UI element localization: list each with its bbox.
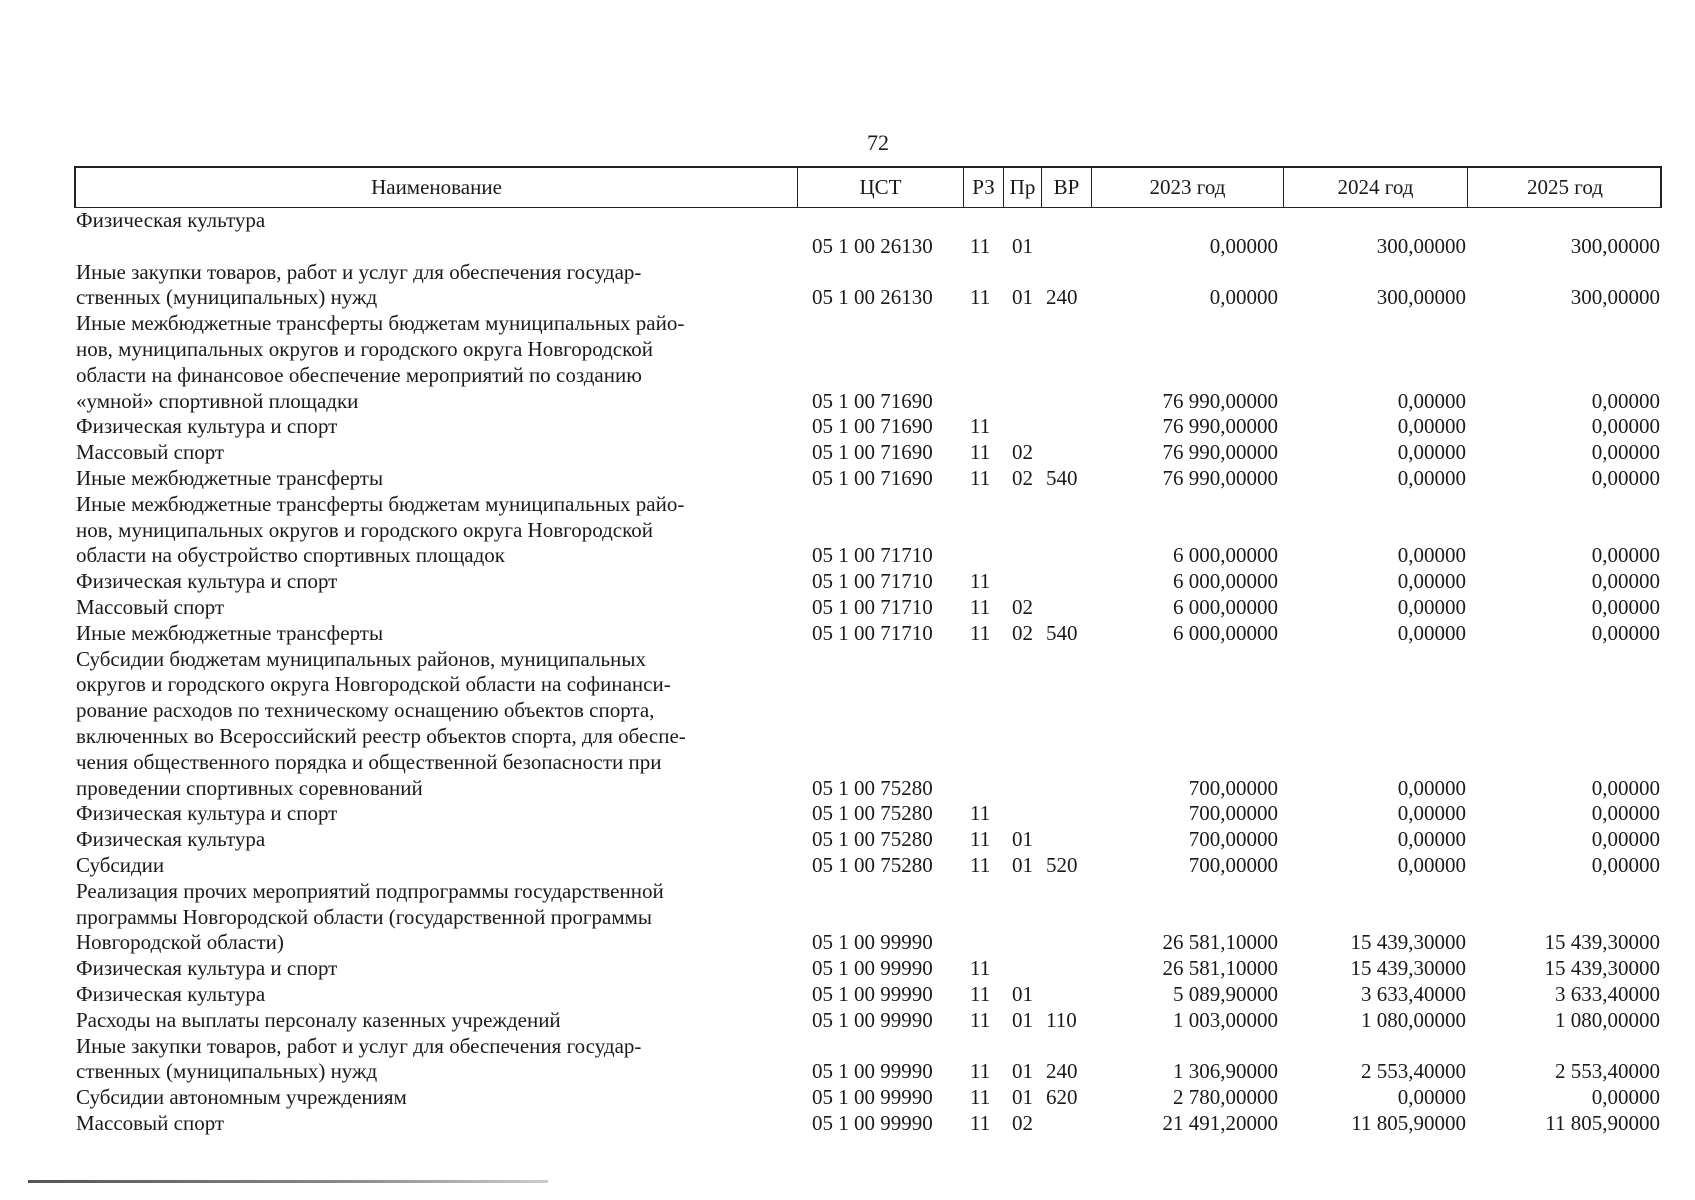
cell-name: Физическая культура и спорт [76, 801, 338, 826]
cell-2024: 0,00000 [1397, 414, 1466, 439]
cell-2025: 15 439,30000 [1544, 956, 1660, 981]
cell-2024: 3 633,40000 [1361, 981, 1466, 1006]
cell-2025: 300,00000 [1570, 285, 1660, 310]
table-row [74, 905, 1662, 931]
cell-2024: 0,00000 [1397, 620, 1466, 645]
cell-cst: 05 1 00 71690 [812, 440, 933, 465]
cell-cst: 05 1 00 75280 [812, 827, 933, 852]
cell-2023: 26 581,10000 [1162, 956, 1278, 981]
cell-name: Новгородской области) [76, 930, 284, 955]
table-row [74, 827, 1662, 853]
cell-cst: 05 1 00 71710 [812, 543, 933, 568]
cell-cst: 05 1 00 99990 [812, 930, 933, 955]
cell-vr: 240 [1046, 1059, 1078, 1084]
table-row [74, 285, 1662, 311]
cell-cst: 05 1 00 71710 [812, 620, 933, 645]
cell-vr: 520 [1046, 852, 1078, 877]
cell-pr: 02 [1012, 1110, 1033, 1135]
table-row [74, 543, 1662, 569]
cell-cst: 05 1 00 26130 [812, 233, 933, 258]
cell-2024: 11 805,90000 [1351, 1110, 1466, 1135]
cell-rz: 11 [970, 852, 991, 877]
cell-2025: 0,00000 [1591, 388, 1660, 413]
cell-name: округов и городского округа Новгородской области на софинанси- [76, 672, 671, 697]
cell-pr: 01 [1012, 1007, 1033, 1032]
cell-rz: 11 [970, 414, 991, 439]
cell-2023: 700,00000 [1188, 852, 1278, 877]
cell-name: включенных во Всероссийский реестр объектов спорта, для обеспе- [76, 723, 686, 748]
table-row [74, 930, 1662, 956]
cell-2025: 3 633,40000 [1555, 981, 1660, 1006]
cell-2025: 0,00000 [1591, 594, 1660, 619]
cell-2024: 0,00000 [1397, 852, 1466, 877]
scan-artifact-line [28, 1180, 548, 1183]
cell-name: Иные межбюджетные трансферты [76, 465, 384, 490]
cell-rz: 11 [970, 1110, 991, 1135]
cell-2023: 5 089,90000 [1173, 981, 1278, 1006]
cell-2023: 6 000,00000 [1173, 594, 1278, 619]
cell-2024: 0,00000 [1397, 388, 1466, 413]
cell-name: Массовый спорт [76, 440, 225, 465]
table-row [74, 1034, 1662, 1060]
cell-rz: 11 [970, 956, 991, 981]
table-row [74, 879, 1662, 905]
cell-name: области на обустройство спортивных площадок [76, 543, 505, 568]
header-cst: ЦСТ [798, 168, 964, 207]
cell-rz: 11 [970, 620, 991, 645]
cell-2024: 1 080,00000 [1361, 1007, 1466, 1032]
cell-2023: 21 491,20000 [1162, 1110, 1278, 1135]
table-row [74, 672, 1662, 698]
cell-name: Расходы на выплаты персоналу казенных учреждений [76, 1007, 561, 1032]
cell-pr: 02 [1012, 594, 1033, 619]
cell-name: ственных (муниципальных) нужд [76, 285, 378, 310]
cell-rz: 11 [970, 981, 991, 1006]
table-row [74, 363, 1662, 389]
table-row [74, 1085, 1662, 1111]
cell-2023: 700,00000 [1188, 775, 1278, 800]
cell-pr: 01 [1012, 233, 1033, 258]
cell-cst: 05 1 00 99990 [812, 1059, 933, 1084]
cell-name: Субсидии [76, 852, 165, 877]
cell-rz: 11 [970, 827, 991, 852]
cell-2024: 0,00000 [1397, 594, 1466, 619]
table-row [74, 260, 1662, 286]
cell-name: рование расходов по техническому оснащению объектов спорта, [76, 698, 655, 723]
cell-2024: 0,00000 [1397, 1085, 1466, 1110]
cell-pr: 01 [1012, 852, 1033, 877]
cell-vr: 620 [1046, 1085, 1078, 1110]
cell-rz: 11 [970, 1007, 991, 1032]
cell-2023: 6 000,00000 [1173, 620, 1278, 645]
cell-cst: 05 1 00 99990 [812, 1007, 933, 1032]
cell-cst: 05 1 00 99990 [812, 981, 933, 1006]
cell-2023: 76 990,00000 [1162, 440, 1278, 465]
cell-2025: 0,00000 [1591, 465, 1660, 490]
cell-name: нов, муниципальных округов и городского округа Новгородской [76, 517, 653, 542]
cell-name: Иные межбюджетные трансферты бюджетам муниципальных райо- [76, 311, 685, 336]
table-header [74, 166, 1662, 208]
cell-cst: 05 1 00 75280 [812, 801, 933, 826]
cell-2025: 0,00000 [1591, 852, 1660, 877]
cell-2025: 15 439,30000 [1544, 930, 1660, 955]
cell-name: Физическая культура [76, 981, 266, 1006]
cell-cst: 05 1 00 99990 [812, 1085, 933, 1110]
cell-name: Массовый спорт [76, 594, 225, 619]
cell-2023: 6 000,00000 [1173, 543, 1278, 568]
cell-cst: 05 1 00 75280 [812, 775, 933, 800]
table-row [74, 569, 1662, 595]
cell-vr: 540 [1046, 465, 1078, 490]
cell-2024: 0,00000 [1397, 543, 1466, 568]
cell-vr: 110 [1046, 1007, 1077, 1032]
table-row [74, 956, 1662, 982]
cell-name: Иные закупки товаров, работ и услуг для обеспечения государ- [76, 259, 642, 284]
cell-rz: 11 [970, 569, 991, 594]
cell-cst: 05 1 00 71710 [812, 569, 933, 594]
cell-2025: 0,00000 [1591, 801, 1660, 826]
header-vr: ВР [1042, 168, 1092, 207]
cell-pr: 02 [1012, 465, 1033, 490]
cell-name: нов, муниципальных округов и городского округа Новгородской [76, 336, 653, 361]
cell-2025: 0,00000 [1591, 414, 1660, 439]
cell-2023: 6 000,00000 [1173, 569, 1278, 594]
table-row [74, 698, 1662, 724]
cell-name: Физическая культура и спорт [76, 569, 338, 594]
cell-2024: 300,00000 [1376, 285, 1466, 310]
cell-2024: 0,00000 [1397, 775, 1466, 800]
cell-rz: 11 [970, 465, 991, 490]
cell-cst: 05 1 00 71690 [812, 465, 933, 490]
cell-rz: 11 [970, 233, 991, 258]
table-row [74, 801, 1662, 827]
cell-2025: 11 805,90000 [1545, 1110, 1660, 1135]
table-row [74, 1059, 1662, 1085]
cell-vr: 540 [1046, 620, 1078, 645]
cell-name: Иные межбюджетные трансферты [76, 620, 384, 645]
cell-name: области на финансовое обеспечение мероприятий по созданию [76, 362, 642, 387]
cell-name: Массовый спорт [76, 1110, 225, 1135]
cell-2025: 1 080,00000 [1555, 1007, 1660, 1032]
cell-name: Иные межбюджетные трансферты бюджетам муниципальных райо- [76, 491, 685, 516]
table-row [74, 1008, 1662, 1034]
cell-rz: 11 [970, 801, 991, 826]
cell-cst: 05 1 00 71690 [812, 388, 933, 413]
cell-2023: 76 990,00000 [1162, 388, 1278, 413]
header-rz: РЗ [964, 168, 1004, 207]
cell-rz: 11 [970, 1059, 991, 1084]
cell-name: Реализация прочих мероприятий подпрограммы государственной [76, 878, 664, 903]
cell-name: Иные закупки товаров, работ и услуг для обеспечения государ- [76, 1033, 642, 1058]
cell-2025: 0,00000 [1591, 543, 1660, 568]
table-row [74, 1111, 1662, 1137]
cell-2024: 2 553,40000 [1361, 1059, 1466, 1084]
cell-2025: 0,00000 [1591, 620, 1660, 645]
cell-name: Физическая культура [76, 208, 266, 232]
cell-name: Физическая культура и спорт [76, 414, 338, 439]
header-2025: 2025 год [1527, 175, 1603, 199]
cell-2025: 0,00000 [1591, 440, 1660, 465]
cell-name: Субсидии бюджетам муниципальных районов, муниципальных [76, 646, 646, 671]
cell-2024: 0,00000 [1397, 569, 1466, 594]
cell-rz: 11 [970, 440, 991, 465]
header-name: Наименование [76, 168, 798, 207]
cell-2024: 15 439,30000 [1350, 956, 1466, 981]
table-row [74, 389, 1662, 415]
cell-rz: 11 [970, 1085, 991, 1110]
table-row [74, 208, 1662, 234]
table-row [74, 337, 1662, 363]
cell-2024: 300,00000 [1376, 233, 1466, 258]
cell-name: Физическая культура и спорт [76, 956, 338, 981]
cell-cst: 05 1 00 99990 [812, 956, 933, 981]
table-row [74, 853, 1662, 879]
table-row [74, 311, 1662, 337]
cell-name: Субсидии автономным учреждениям [76, 1085, 407, 1110]
table-row [74, 621, 1662, 647]
cell-2025: 2 553,40000 [1555, 1059, 1660, 1084]
header-pr: Пр [1004, 168, 1042, 207]
cell-2023: 1 003,00000 [1173, 1007, 1278, 1032]
cell-pr: 01 [1012, 1059, 1033, 1084]
cell-pr: 01 [1012, 827, 1033, 852]
table-row [74, 234, 1662, 260]
cell-2023: 76 990,00000 [1162, 414, 1278, 439]
cell-rz: 11 [970, 285, 991, 310]
cell-cst: 05 1 00 71710 [812, 594, 933, 619]
cell-2024: 15 439,30000 [1350, 930, 1466, 955]
cell-2025: 0,00000 [1591, 1085, 1660, 1110]
cell-2024: 0,00000 [1397, 465, 1466, 490]
cell-2023: 700,00000 [1188, 801, 1278, 826]
cell-2023: 76 990,00000 [1162, 465, 1278, 490]
cell-name: ственных (муниципальных) нужд [76, 1059, 378, 1084]
cell-2023: 26 581,10000 [1162, 930, 1278, 955]
header-2023: 2023 год [1092, 168, 1284, 207]
cell-2023: 0,00000 [1209, 285, 1278, 310]
table-row [74, 750, 1662, 776]
table-row [74, 982, 1662, 1008]
cell-2025: 0,00000 [1591, 775, 1660, 800]
cell-name: «умной» спортивной площадки [76, 388, 359, 413]
cell-2023: 1 306,90000 [1173, 1059, 1278, 1084]
cell-name: проведении спортивных соревнований [76, 775, 423, 800]
page-number: 72 [867, 130, 889, 155]
cell-2025: 0,00000 [1591, 569, 1660, 594]
cell-2023: 2 780,00000 [1173, 1085, 1278, 1110]
cell-name: Физическая культура [76, 827, 266, 852]
cell-cst: 05 1 00 71690 [812, 414, 933, 439]
cell-cst: 05 1 00 99990 [812, 1110, 933, 1135]
cell-name: программы Новгородской области (государственной программы [76, 904, 653, 929]
cell-2024: 0,00000 [1397, 827, 1466, 852]
cell-pr: 01 [1012, 981, 1033, 1006]
cell-2025: 0,00000 [1591, 827, 1660, 852]
cell-2023: 0,00000 [1209, 233, 1278, 258]
cell-pr: 01 [1012, 1085, 1033, 1110]
table-row [74, 595, 1662, 621]
cell-2024: 0,00000 [1397, 801, 1466, 826]
table-row [74, 518, 1662, 544]
header-2024: 2024 год [1284, 168, 1468, 207]
cell-vr: 240 [1046, 285, 1078, 310]
cell-pr: 02 [1012, 620, 1033, 645]
table-body [74, 208, 1662, 1137]
cell-2023: 700,00000 [1188, 827, 1278, 852]
table-row [74, 466, 1662, 492]
table-row [74, 776, 1662, 802]
cell-2025: 300,00000 [1570, 233, 1660, 258]
table-row [74, 414, 1662, 440]
cell-cst: 05 1 00 75280 [812, 852, 933, 877]
table-row [74, 647, 1662, 673]
table-row [74, 440, 1662, 466]
cell-pr: 01 [1012, 285, 1033, 310]
cell-name: чения общественного порядка и общественной безопасности при [76, 749, 662, 774]
cell-2024: 0,00000 [1397, 440, 1466, 465]
table-row [74, 724, 1662, 750]
table-row [74, 492, 1662, 518]
cell-pr: 02 [1012, 440, 1033, 465]
cell-rz: 11 [970, 594, 991, 619]
cell-cst: 05 1 00 26130 [812, 285, 933, 310]
